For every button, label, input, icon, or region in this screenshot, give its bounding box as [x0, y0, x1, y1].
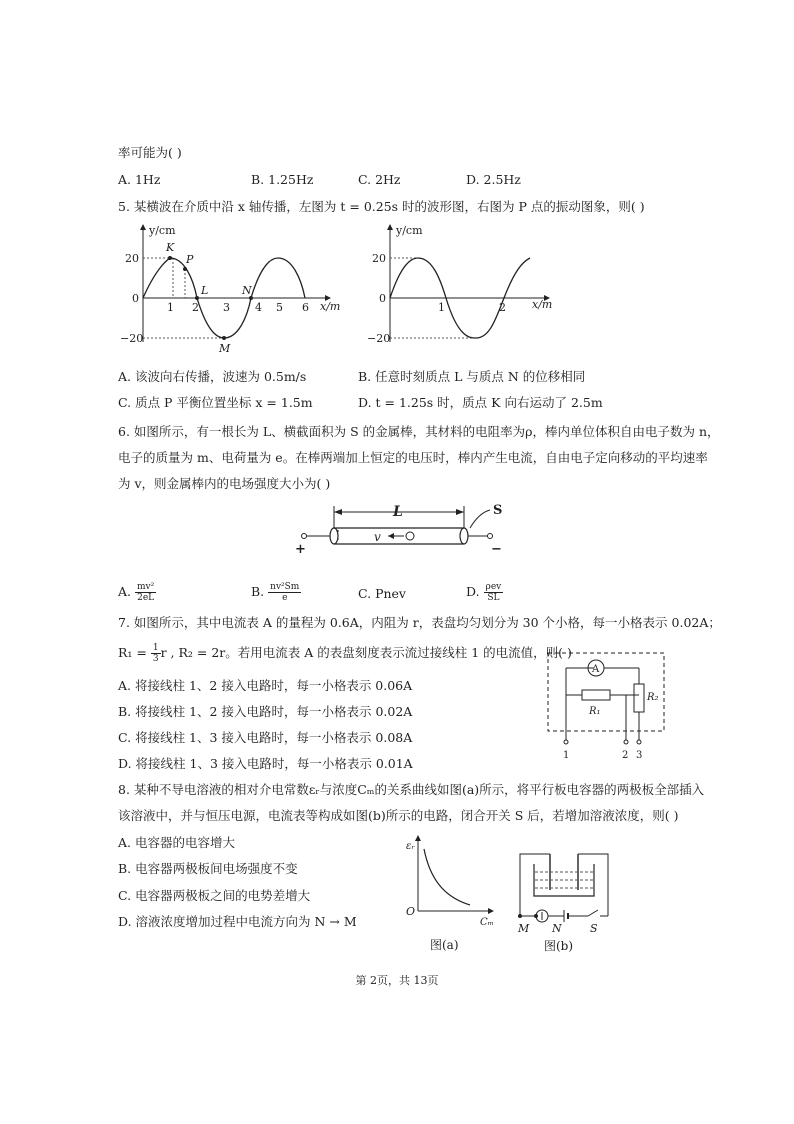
q5-left-xlabel: x/m: [320, 300, 341, 313]
q8-fig-b: [512, 848, 632, 978]
q7-option-d: D. 将接线柱 1、3 接入电路时，每一小格表示 0.01A: [118, 756, 413, 771]
q6-plus-sign: +: [295, 542, 306, 557]
q6-option-b: B. $\frac{\text{nv²Sm}}{e}$: [251, 582, 300, 603]
q8-fig-a-ylabel: εᵣ: [406, 841, 415, 852]
q6-stem-line2: 电子的质量为 m、电荷量为 e。在棒两端加上恒定的电压时，棒内产生电流，自由电子定向移动的平均速率: [118, 450, 708, 465]
q7-terminal-1: 1: [563, 750, 570, 761]
q5-point-k: K: [166, 241, 175, 254]
q4-option-c: C. 2Hz: [358, 172, 401, 187]
q5-right-ytick-neg20: −20: [367, 332, 391, 345]
q6-option-d-numerator: ρev: [485, 582, 502, 592]
q6-option-a-denominator: 2eL: [137, 593, 155, 603]
q5-point-p: P: [186, 253, 194, 266]
q7-option-a: A. 将接线柱 1、2 接入电路时，每一小格表示 0.06A: [118, 678, 413, 693]
q5-point-n: N: [242, 284, 252, 297]
q5-stem: 5. 某横波在介质中沿 x 轴传播，左图为 t = 0.25s 时的波形图，右图为 P 点的振动图象，则( ): [118, 199, 645, 214]
q8-option-d: D. 溶液浓度增加过程中电流方向为 N → M: [118, 914, 357, 929]
q5-option-c: C. 质点 P 平衡位置坐标 x = 1.5m: [118, 395, 313, 410]
q5-vibration-graph: [362, 222, 562, 362]
q6-option-a: A. $\frac{\text{mv²}}{2eL}$: [118, 582, 155, 603]
q4-option-a: A. 1Hz: [118, 172, 161, 187]
q6-option-b-numerator: nv²Sm: [270, 582, 300, 592]
q7-circuit-figure: [546, 650, 676, 765]
q5-right-xtick-2: 2: [499, 301, 506, 314]
q5-right-xtick-1: 1: [438, 301, 445, 314]
q8-stem-line1: 8. 某种不导电溶液的相对介电常数εᵣ与浓度Cₘ的关系曲线如图(a)所示，将平行板电容器的两极板全部插入: [118, 782, 705, 797]
q6-option-b-denominator: e: [282, 593, 288, 603]
q8-option-c: C. 电容器两极板之间的电势差增大: [118, 888, 311, 903]
q5-left-xtick-4: 4: [255, 301, 262, 314]
q5-option-d: D. t = 1.25s 时，质点 K 向右运动了 2.5m: [358, 395, 603, 410]
q7-terminal-3: 3: [636, 750, 643, 761]
q5-point-m: M: [219, 342, 231, 355]
q8-fig-b-n-label: N: [552, 922, 562, 935]
q5-left-xtick-6: 6: [302, 301, 309, 314]
q6-option-c: C. Pnev: [358, 586, 406, 601]
q5-left-ytick-20: 20: [125, 252, 139, 265]
q8-fig-a-origin: O: [406, 905, 416, 918]
q5-option-b: B. 任意时刻质点 L 与质点 N 的位移相同: [358, 369, 586, 384]
q4-option-b: B. 1.25Hz: [251, 172, 314, 187]
q7-r1-label: R₁: [589, 706, 601, 717]
q6-stem-line3: 为 v，则金属棒内的电场强度大小为( ): [118, 476, 331, 491]
q7-r2-label: R₂: [647, 692, 659, 703]
q7-option-c: C. 将接线柱 1、3 接入电路时，每一小格表示 0.08A: [118, 730, 413, 745]
q7-option-b: B. 将接线柱 1、2 接入电路时，每一小格表示 0.02A: [118, 704, 413, 719]
q7-terminal-2: 2: [622, 750, 629, 761]
q5-wave-graph: [115, 222, 341, 362]
q6-option-d-denominator: SL: [487, 593, 500, 603]
q8-fig-a-caption: 图(a): [430, 938, 459, 952]
q6-option-d: D. $\frac{\text{ρev}}{SL}$: [466, 582, 502, 603]
q4-option-d: D. 2.5Hz: [466, 172, 521, 187]
q5-left-ylabel: y/cm: [149, 224, 176, 237]
q5-right-ylabel: y/cm: [396, 224, 423, 237]
q6-length-label: L: [393, 504, 403, 520]
q8-option-a: A. 电容器的电容增大: [118, 835, 235, 850]
q8-option-b: B. 电容器两极板间电场强度不变: [118, 861, 298, 876]
q8-fig-b-m-label: M: [518, 922, 530, 935]
q6-option-a-numerator: mv²: [137, 582, 155, 592]
q5-left-ytick-neg20: −20: [120, 332, 144, 345]
q5-point-l: L: [201, 284, 209, 297]
q6-minus-sign: −: [491, 542, 502, 557]
q5-left-ytick-0: 0: [132, 292, 139, 305]
q5-left-xtick-1: 1: [167, 301, 174, 314]
q8-stem-line2: 该溶液中，并与恒压电源，电流表等构成如图(b)所示的电路，闭合开关 S 后，若增加溶液浓度，则( ): [118, 808, 679, 823]
q6-stem-line1: 6. 如图所示，有一根长为 L、横截面积为 S 的金属棒，其材料的电阻率为ρ，棒内单位体积自由电子数为 n，: [118, 424, 720, 439]
q5-right-xlabel: x/m: [532, 298, 553, 311]
q6-area-label: S: [493, 503, 503, 518]
q5-right-ytick-0: 0: [379, 292, 386, 305]
q6-velocity-label: v: [374, 530, 381, 544]
q5-left-xtick-2: 2: [192, 301, 199, 314]
q5-option-a: A. 该波向右传播，波速为 0.5m/s: [118, 369, 307, 384]
q5-left-xtick-3: 3: [223, 301, 230, 314]
q8-fig-a: [400, 835, 500, 965]
q8-fig-b-s-label: S: [590, 922, 598, 935]
q8-fig-b-caption: 图(b): [544, 939, 574, 953]
q6-rod-figure: [292, 500, 522, 570]
page-footer: 第 2页，共 13页: [355, 974, 439, 987]
q7-ammeter-label: A: [592, 664, 600, 675]
q5-right-ytick-20: 20: [372, 252, 386, 265]
q5-left-xtick-5: 5: [276, 301, 283, 314]
q8-fig-a-xlabel: Cₘ: [480, 917, 494, 928]
q7-stem-line2: R₁ = $\frac{1}{3}$ r , R₂ = 2r。若用电流表 A 的表盘刻度表示流过接线柱 1 的电流值，则( ): [118, 643, 572, 664]
q7-stem-line1: 7. 如图所示，其中电流表 A 的量程为 0.6A，内阻为 r，表盘均匀划分为 30 个小格，每一小格表示 0.02A；: [118, 615, 721, 630]
q4-stem-tail: 率可能为( ): [118, 145, 182, 160]
